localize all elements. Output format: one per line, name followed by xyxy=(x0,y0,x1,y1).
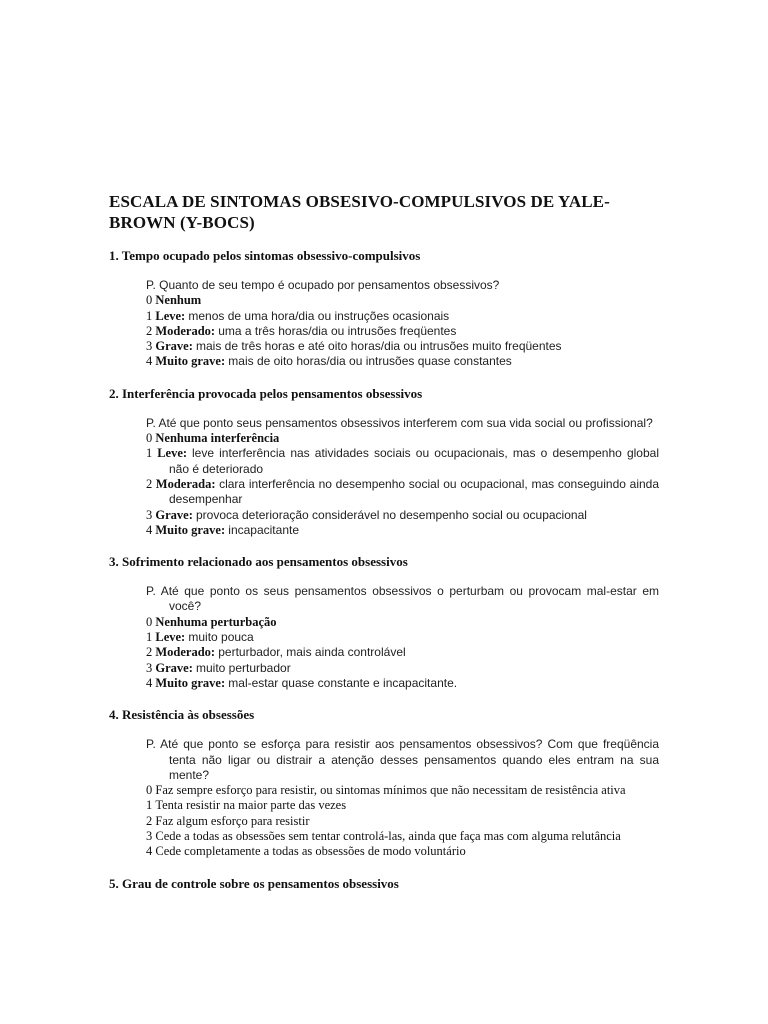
answer-option xyxy=(146,798,659,813)
option-number: 3 xyxy=(146,829,153,844)
option-description: provoca deterioração considerável no desempenho social ou ocupacional xyxy=(195,507,587,522)
answer-option xyxy=(146,477,659,508)
option-number: 2 xyxy=(146,476,153,491)
option-number: 4 xyxy=(146,522,153,537)
answer-option xyxy=(146,645,659,660)
section-title: 5. Grau de controle sobre os pensamentos obsessivos xyxy=(109,875,399,891)
option-number: 4 xyxy=(146,354,153,369)
answer-option xyxy=(146,508,659,523)
option-label: Grave: xyxy=(155,660,193,675)
option-label: Muito grave: xyxy=(155,354,226,369)
answer-option xyxy=(146,354,659,369)
option-label: Leve: xyxy=(157,446,188,461)
answer-option xyxy=(146,446,659,477)
option-label: Moderado: xyxy=(155,645,216,660)
section-title: 2. Interferência provocada pelos pensamentos obsessivos xyxy=(109,385,423,401)
option-number: 4 xyxy=(146,844,153,859)
option-label: Grave: xyxy=(155,339,193,354)
question-block xyxy=(146,584,659,691)
section-4 xyxy=(109,707,659,859)
option-description: mal-estar quase constante e incapacitante. xyxy=(228,675,458,690)
option-description: clara interferência no desempenho social ou ocupacional, mas conseguindo ainda desempenhar xyxy=(169,476,660,507)
option-label: Leve: xyxy=(155,630,186,645)
answer-option xyxy=(146,339,659,354)
option-text: Faz algum esforço para resistir xyxy=(155,813,310,828)
question-text: P. Até que ponto se esforça para resistir aos pensamentos obsessivos? Com que freqüência tenta não ligar ou distrair a atenção desses pensamentos quando eles entram na sua mente? xyxy=(146,737,659,782)
section-title: 1. Tempo ocupado pelos sintomas obsessivo-compulsivos xyxy=(109,248,421,263)
option-number: 2 xyxy=(146,323,153,338)
answer-option xyxy=(146,829,659,844)
option-number: 2 xyxy=(146,813,153,828)
section-2 xyxy=(109,386,659,538)
option-label: Moderado: xyxy=(155,323,216,338)
document-title: ESCALA DE SINTOMAS OBSESIVO-COMPULSIVOS DE YALE-BROWN (Y-BOCS) xyxy=(109,192,610,232)
document-body xyxy=(109,191,659,892)
section-title: 3. Sofrimento relacionado aos pensamentos obsessivos xyxy=(109,554,408,570)
question-block xyxy=(146,737,659,859)
option-text: Cede a todas as obsessões sem tentar controlá-las, ainda que faça mas com alguma relutância xyxy=(155,829,621,844)
option-number: 0 xyxy=(146,293,153,308)
option-number: 0 xyxy=(146,431,153,446)
section-1 xyxy=(109,248,659,370)
option-label: Muito grave: xyxy=(155,675,226,690)
answer-option xyxy=(146,844,659,859)
option-number: 3 xyxy=(146,660,153,675)
option-number: 1 xyxy=(146,630,153,645)
answer-option xyxy=(146,293,659,308)
question-block xyxy=(146,416,659,538)
question-text: P. Até que ponto seus pensamentos obsessivos interferem com sua vida social ou profissional? xyxy=(146,415,653,430)
section-5 xyxy=(109,876,659,892)
option-number: 1 xyxy=(146,798,153,813)
question-text: P. Quanto de seu tempo é ocupado por pensamentos obsessivos? xyxy=(146,278,500,292)
option-description: mais de três horas e até oito horas/dia ou intrusões muito freqüentes xyxy=(195,339,562,354)
option-label: Muito grave: xyxy=(155,522,226,537)
option-label: Moderada: xyxy=(155,476,216,491)
option-description: mais de oito horas/dia ou intrusões quase constantes xyxy=(228,354,512,369)
answer-option xyxy=(146,309,659,324)
option-description: leve interferência nas atividades sociais ou ocupacionais, mas o desempenho global não é deteriorado xyxy=(169,446,659,476)
option-number: 1 xyxy=(146,308,153,323)
option-number: 0 xyxy=(146,614,153,629)
option-label: Nenhuma perturbação xyxy=(155,614,277,629)
option-text: Faz sempre esforço para resistir, ou sintomas mínimos que não necessitam de resistência ativa xyxy=(155,783,626,798)
answer-option xyxy=(146,661,659,676)
option-number: 0 xyxy=(146,783,153,798)
answer-option xyxy=(146,523,659,538)
option-label: Nenhuma interferência xyxy=(155,431,280,446)
option-number: 1 xyxy=(146,446,153,461)
section-3 xyxy=(109,554,659,691)
question-text: P. Até que ponto os seus pensamentos obsessivos o perturbam ou provocam mal-estar em você? xyxy=(146,584,659,614)
answer-option xyxy=(146,324,659,339)
option-description: menos de uma hora/dia ou instruções ocasionais xyxy=(188,308,450,323)
option-description: perturbador, mais ainda controlável xyxy=(218,645,406,660)
option-label: Nenhum xyxy=(155,293,202,308)
option-text: Cede completamente a todas as obsessões de modo voluntário xyxy=(155,844,466,859)
section-title: 4. Resistência às obsessões xyxy=(109,707,255,723)
option-description: incapacitante xyxy=(228,522,299,537)
option-label: Leve: xyxy=(155,308,186,323)
option-description: muito pouca xyxy=(188,630,254,645)
option-label: Grave: xyxy=(155,507,193,522)
option-number: 2 xyxy=(146,645,153,660)
option-number: 4 xyxy=(146,675,153,690)
answer-option xyxy=(146,615,659,630)
option-text: Tenta resistir na maior parte das vezes xyxy=(155,798,347,813)
question-block xyxy=(146,278,659,370)
answer-option xyxy=(146,431,659,446)
answer-option xyxy=(146,783,659,798)
answer-option xyxy=(146,676,659,691)
answer-option xyxy=(146,630,659,645)
option-description: muito perturbador xyxy=(195,660,291,675)
option-number: 3 xyxy=(146,507,153,522)
option-description: uma a três horas/dia ou intrusões freqüentes xyxy=(218,323,457,338)
answer-option xyxy=(146,814,659,829)
option-number: 3 xyxy=(146,339,153,354)
